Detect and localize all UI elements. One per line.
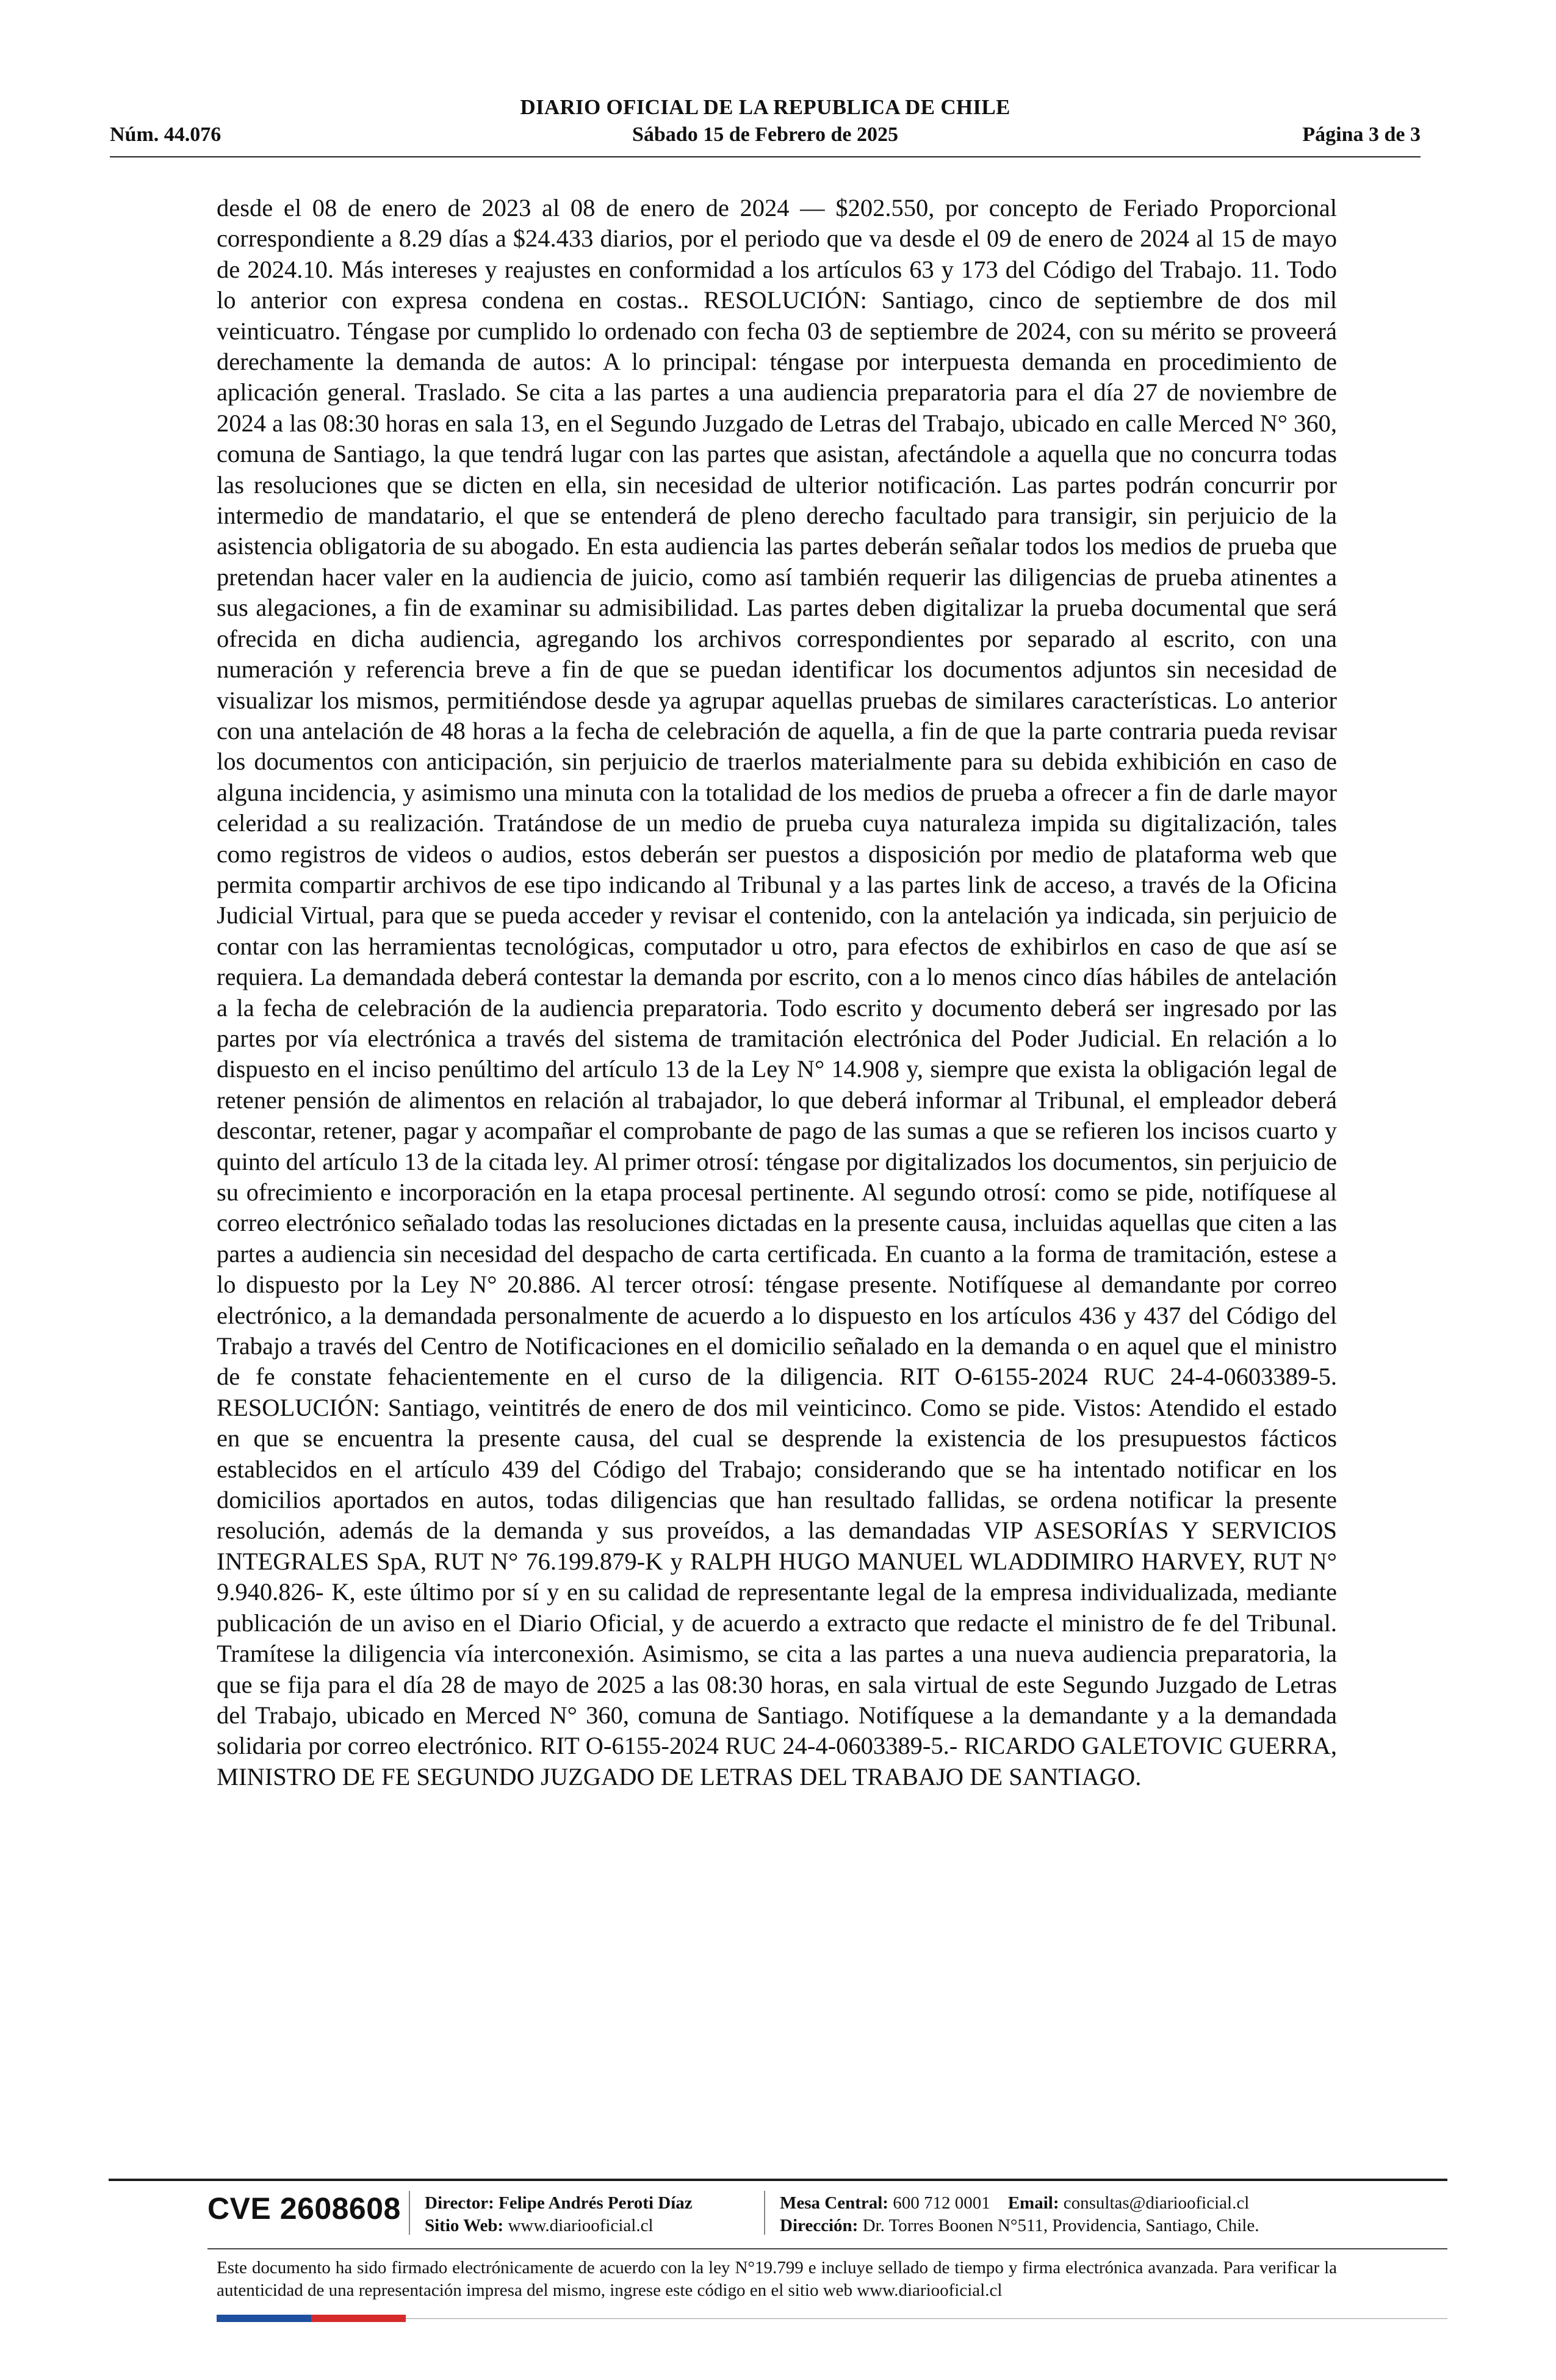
document-body bbox=[217, 193, 1337, 1792]
flag-blue-band bbox=[217, 2315, 311, 2322]
footer-separator bbox=[409, 2191, 410, 2235]
page-header bbox=[110, 94, 1421, 155]
footer-contact-block bbox=[780, 2192, 1259, 2237]
email-link[interactable]: consultas@diariooficial.cl bbox=[1063, 2193, 1250, 2213]
footer-top-divider bbox=[109, 2179, 1447, 2181]
director-name: Felipe Andrés Peroti Díaz bbox=[499, 2193, 693, 2213]
publication-title: DIARIO OFICIAL DE LA REPUBLICA DE CHILE bbox=[520, 95, 1010, 119]
footer-mid-divider bbox=[207, 2248, 1447, 2249]
body-paragraph: desde el 08 de enero de 2023 al 08 de enero de 2024 — $202.550, por concepto de Feriado Proporcional correspondiente a 8.29 días a $24.433 diarios, por el periodo que va desde el 09 de enero de 2024 al 15 de mayo de 2024.10. Más intereses y reajustes en conformidad a los artículos 63 y 173 del Código del Trabajo. 11. Todo lo anterior con expresa condena en costas.. RESOLUCIÓN: Santiago, cinco de septiembre de dos mil veinticuatro. Téngase por cumplido lo ordenado con fecha 03 de septiembre de 2024, con su mérito se proveerá derechamente la demanda de autos: A lo principal: téngase por interpuesta demanda en procedimiento de aplicación general. Traslado. Se cita a las partes a una audiencia preparatoria para el día 27 de noviembre de 2024 a las 08:30 horas en sala 13, en el Segundo Juzgado de Letras del Trabajo, ubicado en calle Merced N° 360, comuna de Santiago, la que tendrá lugar con las partes que asistan, afectándole a aquella que no concurra todas las resoluciones que se dicten en ella, sin necesidad de ulterior notificación. Las partes podrán concurrir por intermedio de mandatario, el que se entenderá de pleno derecho facultado para transigir, sin perjuicio de la asistencia obligatoria de su abogado. En esta audiencia las partes deberán señalar todos los medios de prueba que pretendan hacer valer en la audiencia de juicio, como así también requerir las diligencias de prueba atinentes a sus alegaciones, a fin de examinar su admisibilidad. Las partes deben digitalizar la prueba documental que será ofrecida en dicha audiencia, agregando los archivos correspondientes por separado al escrito, con una numeración y referencia breve a fin de que se puedan identificar los documentos adjuntos sin necesidad de visualizar los mismos, permitiéndose desde ya agrupar aquellas pruebas de similares características. Lo anterior con una antelación de 48 horas a la fecha de celebración de aquella, a fin de que la parte contraria pueda revisar los documentos con anticipación, sin perjuicio de traerlos materialmente para su debida exhibición en caso de alguna incidencia, y asimismo una minuta con la totalidad de los medios de prueba a ofrecer a fin de darle mayor celeridad a su realización. Tratándose de un medio de prueba cuya naturaleza impida su digitalización, tales como registros de videos o audios, estos deberán ser puestos a disposición por medio de plataforma web que permita compartir archivos de ese tipo indicando al Tribunal y a las partes link de acceso, a través de la Oficina Judicial Virtual, para que se pueda acceder y revisar el contenido, con la antelación ya indicada, sin perjuicio de contar con las herramientas tecnológicas, computador u otro, para efectos de exhibirlos en caso de que así se requiera. La demandada deberá contestar la demanda por escrito, con a lo menos cinco días hábiles de antelación a la fecha de celebración de la audiencia preparatoria. Todo escrito y documento deberá ser ingresado por las partes por vía electrónica a través del sistema de tramitación electrónica del Poder Judicial. En relación a lo dispuesto en el inciso penúltimo del artículo 13 de la Ley N° 14.908 y, siempre que exista la obligación legal de retener pensión de alimentos en relación al trabajador, lo que deberá informar al Tribunal, el empleador deberá descontar, retener, pagar y acompañar el comprobante de pago de las sumas a que se refieren los incisos cuarto y quinto del artículo 13 de la citada ley. Al primer otrosí: téngase por digitalizados los documentos, sin perjuicio de su ofrecimiento e incorporación en la etapa procesal pertinente. Al segundo otrosí: como se pide, notifíquese al correo electrónico señalado todas las resoluciones dictadas en la presente causa, incluidas aquellas que citen a las partes a audiencia sin necesidad del despacho de carta certificada. En cuanto a la forma de tramitación, estese a lo dispuesto por la Ley N° 20.886. Al tercer otrosí: téngase presente. Notifíquese al demandante por correo electrónico, a la demandada personalmente de acuerdo a lo dispuesto en los artículos 436 y 437 del Código del Trabajo a través del Centro de Notificaciones en el domicilio señalado en la demanda o en aquel que el ministro de fe constate fehacientemente en el curso de la diligencia. RIT O-6155-2024 RUC 24-4-0603389-5. RESOLUCIÓN: Santiago, veintitrés de enero de dos mil veinticinco. Como se pide. Vistos: Atendido el estado en que se encuentra la presente causa, del cual se desprende la existencia de los presupuestos fácticos establecidos en el artículo 439 del Código del Trabajo; considerando que se ha intentado notificar en los domicilios aportados en autos, todas diligencias que han resultado fallidas, se ordena notificar la presente resolución, además de la demanda y sus proveídos, a las demandadas VIP ASESORÍAS Y SERVICIOS INTEGRALES SpA, RUT N° 76.199.879-K y RALPH HUGO MANUEL WLADDIMIRO HARVEY, RUT N° 9.940.826- K, este último por sí y en su calidad de representante legal de la empresa individualizada, mediante publicación de un aviso en el Diario Oficial, y de acuerdo a extracto que redacte el ministro de fe del Tribunal. Tramítese la diligencia vía interconexión. Asimismo, se cita a las partes a una nueva audiencia preparatoria, la que se fija para el día 28 de mayo de 2025 a las 08:30 horas, en sala virtual de este Segundo Juzgado de Letras del Trabajo, ubicado en Merced N° 360, comuna de Santiago. Notifíquese a la demandante y a la demandada solidaria por correo electrónico. RIT O-6155-2024 RUC 24-4-0603389-5.- RICARDO GALETOVIC GUERRA, MINISTRO DE FE SEGUNDO JUZGADO DE LETRAS DEL TRABAJO DE SANTIAGO. bbox=[217, 194, 1337, 1790]
mesa-phone: 600 712 0001 bbox=[893, 2193, 990, 2213]
website-label: Sitio Web: bbox=[425, 2216, 504, 2235]
footer-separator bbox=[764, 2191, 765, 2235]
signature-notice: Este documento ha sido firmado electrónicamente de acuerdo con la ley N°19.799 e incluye sellado de tiempo y firma electrónica avanzada. Para verificar la autenticidad de una representación impresa del mismo, ingrese este código en el sitio web www.diariooficial.cl bbox=[217, 2258, 1337, 2300]
footer-bottom-divider bbox=[406, 2318, 1447, 2319]
address-label: Dirección: bbox=[780, 2216, 859, 2235]
header-divider bbox=[110, 156, 1421, 157]
director-label: Director: bbox=[425, 2193, 494, 2213]
flag-stripe bbox=[217, 2315, 406, 2322]
mesa-label: Mesa Central: bbox=[780, 2193, 888, 2213]
flag-red-band bbox=[311, 2315, 406, 2322]
website-link[interactable]: www.diariooficial.cl bbox=[508, 2216, 654, 2235]
issue-date: Sábado 15 de Febrero de 2025 bbox=[632, 123, 899, 146]
page-indicator: Página 3 de 3 bbox=[1302, 123, 1421, 146]
issue-number: Núm. 44.076 bbox=[110, 123, 222, 146]
address-value: Dr. Torres Boonen N°511, Providencia, Santiago, Chile. bbox=[862, 2216, 1259, 2235]
footer-director-block bbox=[425, 2192, 693, 2237]
email-label: Email: bbox=[1007, 2193, 1059, 2213]
cve-code: CVE 2608608 bbox=[207, 2191, 401, 2226]
